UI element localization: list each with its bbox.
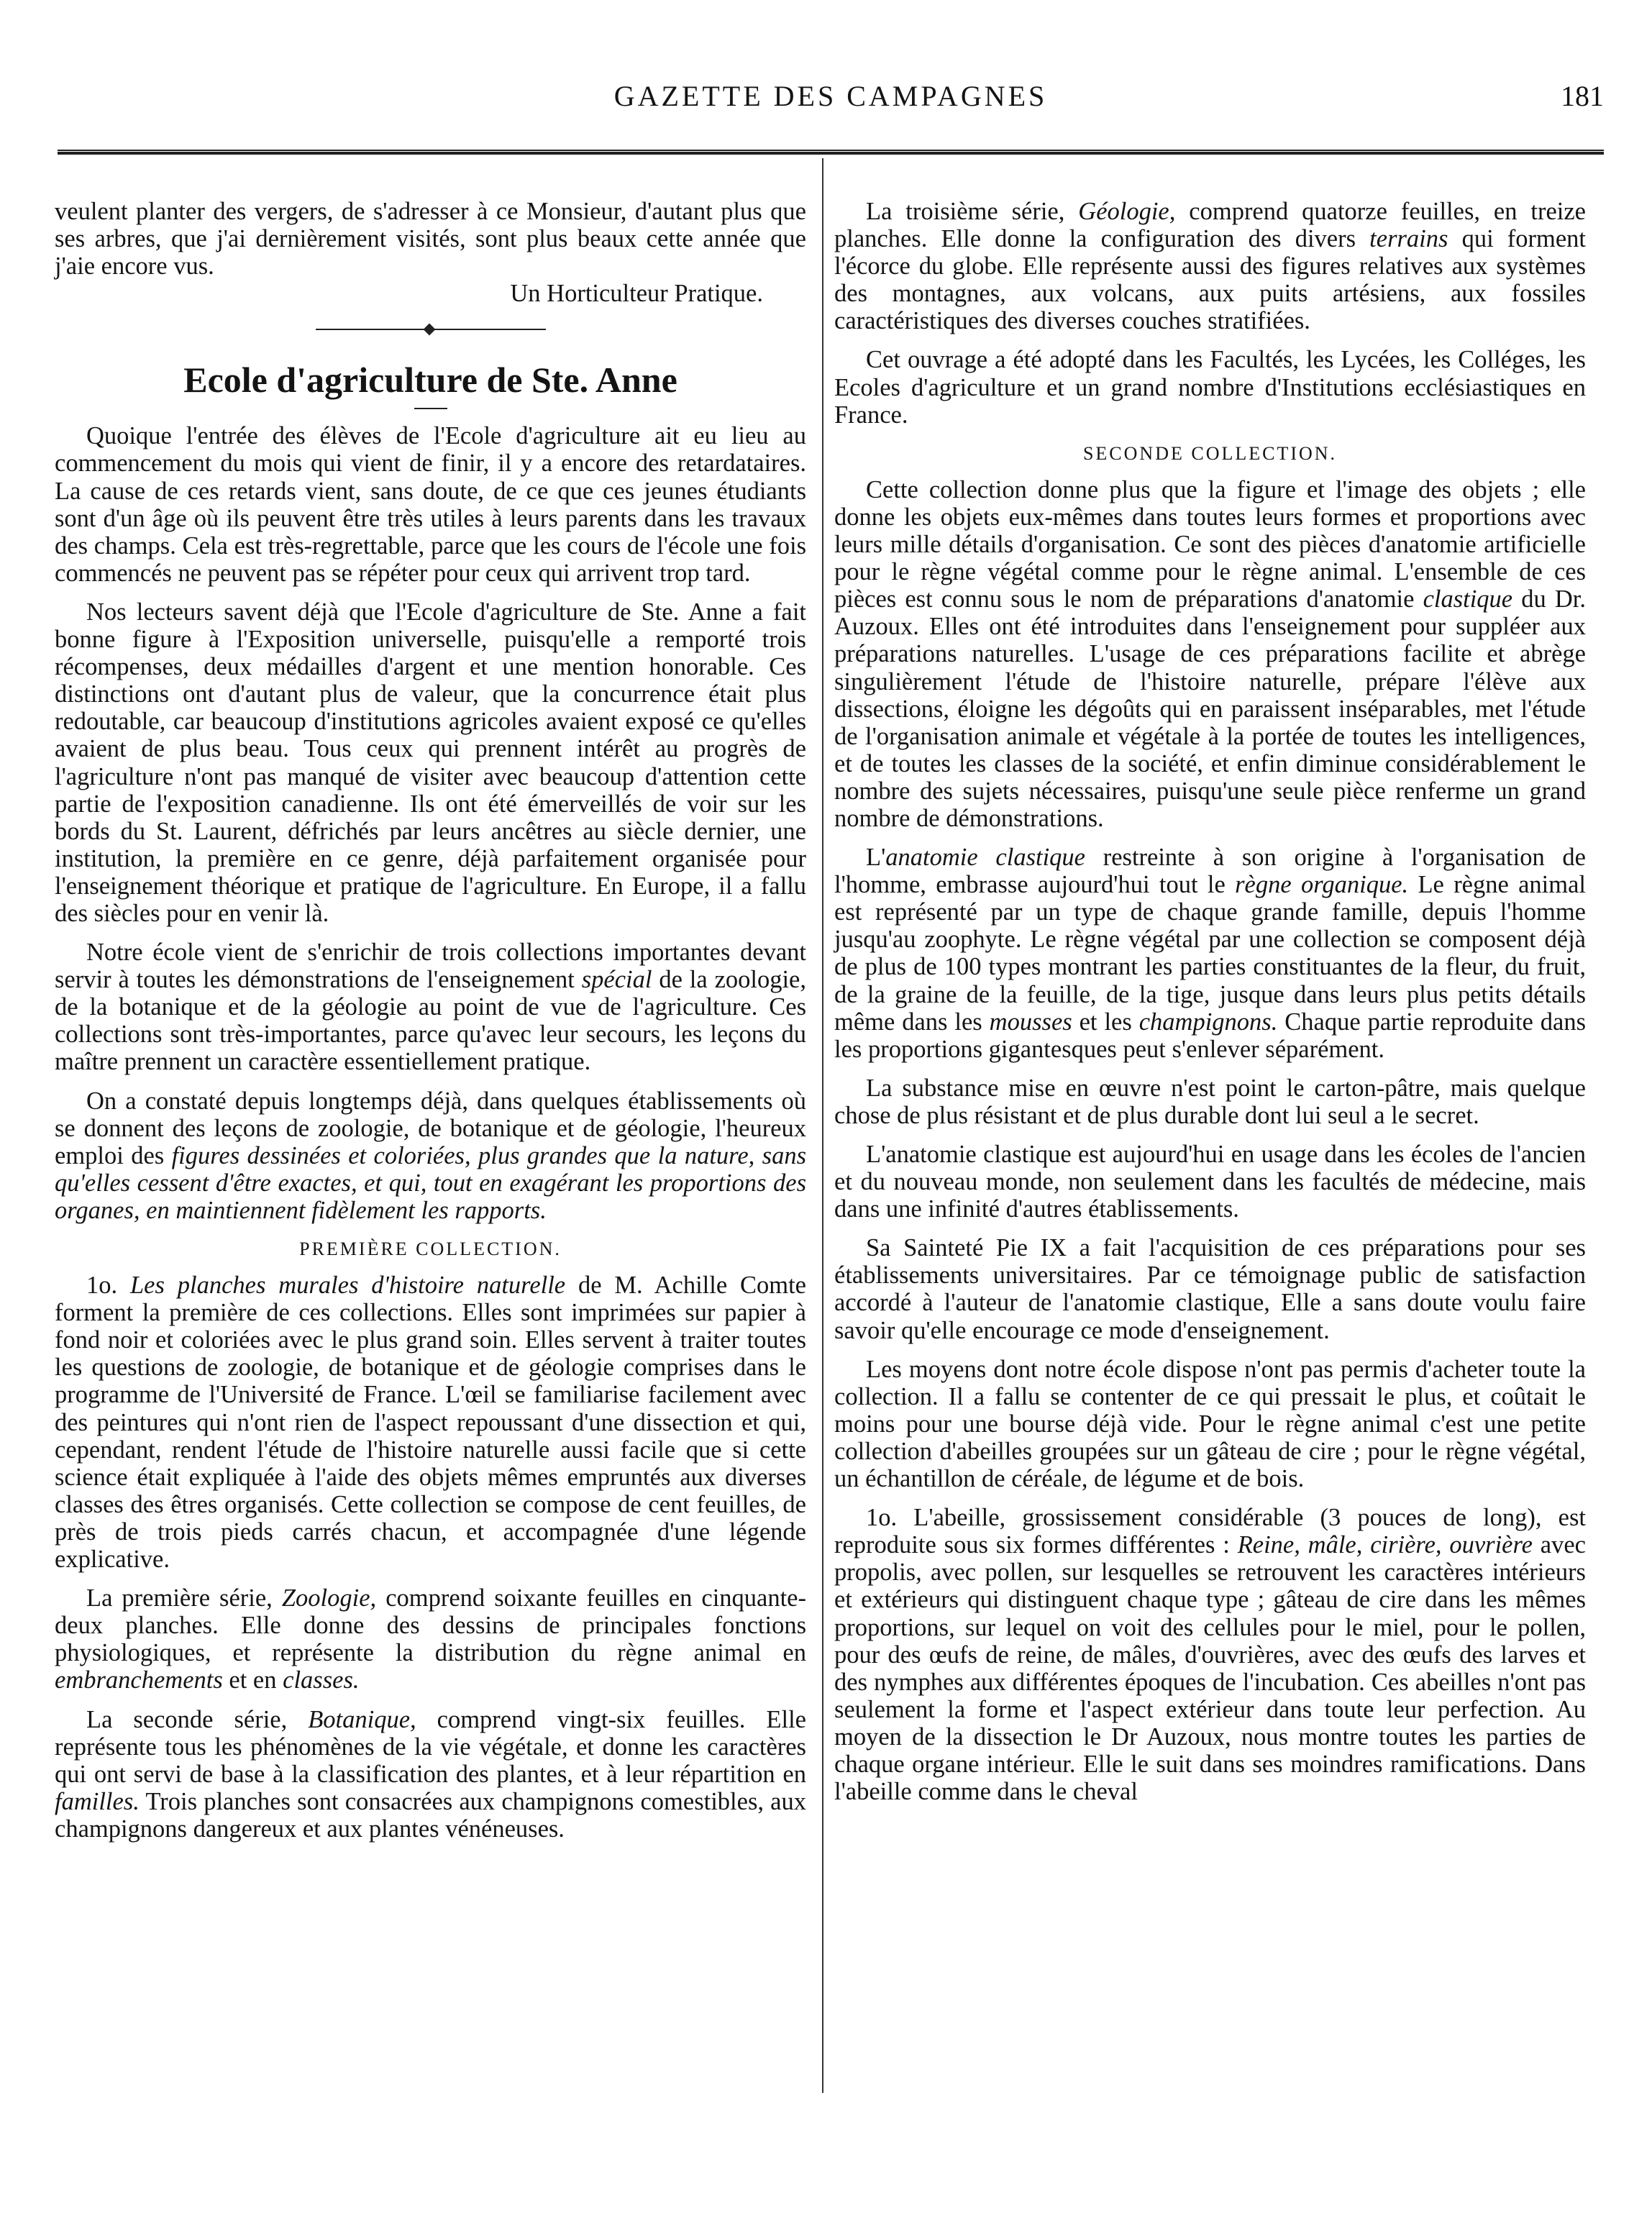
text-run: 1o. L'abeille, grossissement considérable (3 pouces de long), est reproduite sous six formes différentes : xyxy=(834,1504,1586,1559)
italic-run: champignons. xyxy=(1138,1008,1278,1036)
running-title: GAZETTE DES CAMPAGNES xyxy=(613,80,1048,112)
paragraph xyxy=(834,1504,1586,1805)
section-heading: PREMIÈRE COLLECTION. xyxy=(299,1238,562,1259)
text-run: avec propolis, avec pollen, sur lesquelles se retrouvent les caractères intérieurs et extérieurs qui distinguent chaque type ; gâteau de cire dans les mêmes proportions, sur lequel on voit des cellules pour le miel, pour le pollen, pour des œufs de reine, de mâles, d'ouvrières, avec des œufs des larves et des nymphes aux différentes époques de l'incubation. Ces abeilles n'ont pas seulement la forme et l'aspect extérieur dans toute leur perfection. Au moyen de la dissection le Dr Auzoux, nous montre toutes les parties de chaque organe intérieur. Elle le suit dans ses moindres ramifications. Dans l'abeille comme dans le cheval xyxy=(834,1531,1586,1806)
text-run: On a constaté depuis longtemps déjà, dans quelques établissements où se donnent des leçons de zoologie, de botanique et de géologie, l'heureux emploi des xyxy=(55,1087,806,1169)
text-run: restreinte à son origine à l'organisation de l'homme, embrasse aujourd'hui tout le xyxy=(834,844,1586,899)
paragraph: Quoique l'entrée des élèves de l'Ecole d'agriculture ait eu lieu au commencement du mois qui vient de finir, il y a encore des retardataires. La cause de ces retards vient, sans doute, de ce que ces jeunes étudiants sont d'un âge où ils peuvent être très utiles à leurs parents dans les travaux des champs. Cela est très-regrettable, parce que les cours de l'école une fois commencés ne peuvent pas se répéter pour ceux qui arrivent trop tard. xyxy=(55,422,806,587)
paragraph xyxy=(55,1087,806,1224)
italic-run: Les planches murales d'histoire naturelle xyxy=(129,1272,566,1300)
text-run: L' xyxy=(866,844,886,872)
text-run: Cette collection donne plus que la figure et l'image des objets ; elle donne les objets eux-mêmes dans toutes leurs formes et proportions avec leurs mille détails d'organisation. Ce sont des pièces d'anatomie artificielle pour le règne végétal comme pour le règne animal. L'ensemble de ces pièces est connu sous le nom de préparations d'anatomie xyxy=(834,475,1586,613)
column-divider xyxy=(822,158,823,2093)
article-title: Ecole d'agriculture de Ste. Anne xyxy=(183,360,677,401)
paragraph xyxy=(55,939,806,1075)
left-column xyxy=(55,198,806,1854)
header-rule xyxy=(58,150,1604,155)
text-run: de M. Achille Comte forment la première de ces collections. Elles sont imprimées sur papier à fond noir et coloriées avec le plus grand soin. Elles servent à traiter toutes les questions de zoologie, de botanique et de géologie comprises dans le programme de l'Université de France. L'œil se familiarise facilement avec des peintures qui n'ont rien de l'aspect repoussant d'une dissection et qui, cependant, rendent l'étude de l'histoire naturelle aussi facile que si cette science était expliquée à l'aide des objets mêmes empruntés aux diverses classes des êtres organisés. Cette collection se compose de cent feuilles, de près de trois pieds carrés chacun, et accompagnée d'une légende explicative. xyxy=(55,1272,806,1574)
text-run: 1o. xyxy=(86,1272,130,1300)
paragraph: Cet ouvrage a été adopté dans les Facultés, les Lycées, les Colléges, les Ecoles d'agriculture et un grand nombre d'Institutions ecclésiastiques en France. xyxy=(834,346,1586,429)
italic-run: règne organique. xyxy=(1235,871,1409,899)
text-run: du Dr. Auzoux. Elles ont été introduites dans l'enseignement pour suppléer aux préparations naturelles. L'usage de ces préparations facilite et abrège singulièrement l'étude de l'histoire naturelle, prépare l'élève aux dissections, éloigne les dégoûts qui en paraissent inséparables, met l'étude de l'organisation animale et végétale à la portée de toutes les intelligences, et de toutes les classes de la société, et enfin diminue considérablement le nombre des sujets nécessaires, puisqu'une seule pièce renferme un grand nombre de démonstrations. xyxy=(834,585,1587,832)
paragraph xyxy=(834,198,1586,334)
italic-run: Géologie, xyxy=(1078,198,1176,225)
italic-run: anatomie clastique xyxy=(885,844,1085,872)
text-run: Trois planches sont consacrées aux champignons comestibles, aux champignons dangereux et aux plantes vénéneuses. xyxy=(55,1787,806,1843)
page-number: 181 xyxy=(1561,80,1604,112)
text-run: Chaque partie reproduite dans les proportions gigantesques peut s'enlever séparément. xyxy=(834,1008,1587,1063)
paragraph xyxy=(834,476,1586,832)
paragraph: Sa Sainteté Pie IX a fait l'acquisition de ces préparations pour ses établissements universitaires. Par ce témoignage public de satisfaction accordé à l'auteur de l'anatomie clastique, Elle a sans doute voulu faire savoir qu'elle encourage ce mode d'enseignement. xyxy=(834,1234,1586,1344)
paragraph xyxy=(834,844,1586,1063)
text-run: comprend soixante feuilles en cinquante-deux planches. Elle donne des dessins de principales fonctions physiologiques, et représente la distribution du règne animal en xyxy=(55,1584,806,1667)
text-run: et les xyxy=(1072,1008,1139,1036)
paragraph: Nos lecteurs savent déjà que l'Ecole d'agriculture de Ste. Anne a fait bonne figure à l'Exposition universelle, puisqu'elle a remporté trois récompenses, deux médailles d'argent et une mention honorable. Ces distinctions ont d'autant plus de valeur, que la concurrence était plus redoutable, car beaucoup d'institutions agricoles avaient exposé ce qu'elles avaient de plus beau. Tous ceux qui prennent intérêt au progrès de l'agriculture n'ont pas manqué de visiter avec beaucoup d'attention cette partie de l'exposition canadienne. Ils ont été émerveillés de voir sur les bords du St. Laurent, défrichés par leurs ancêtres au siècle dernier, une institution, la première en ce genre, déjà parfaitement organisée pour l'enseignement théorique et pratique de l'agriculture. En Europe, il a fallu des siècles pour en venir là. xyxy=(55,598,806,927)
text-run: comprend quatorze feuilles, en treize planches. Elle donne la configuration des divers xyxy=(834,198,1586,253)
paragraph: Les moyens dont notre école dispose n'ont pas permis d'acheter toute la collection. Il a fallu se contenter de ce qui pressait le plus, et coûtait le moins pour une bourse déjà vide. Pour le règne animal c'est une petite collection d'abeilles groupées sur un gâteau de cire ; pour le règne végétal, un échantillon de céréale, de légume et de bois. xyxy=(834,1355,1586,1493)
text-run: et en xyxy=(222,1666,283,1694)
text-run: La première série, xyxy=(86,1584,282,1612)
italic-run: embranchements xyxy=(55,1666,223,1694)
page-header xyxy=(58,79,1604,137)
signature: Un Horticulteur Pratique. xyxy=(510,280,763,308)
italic-run: mousses xyxy=(989,1008,1072,1036)
paragraph xyxy=(55,1706,806,1843)
text-run: qui forment l'écorce du globe. Elle représente aussi des figures relatives aux systèmes des montagnes, aux volcans, aux puits artésiens, aux fossiles caractéristiques des diverses couches stratifiées. xyxy=(834,225,1586,335)
italic-run: Botanique, xyxy=(308,1705,416,1733)
italic-run: familles. xyxy=(55,1787,140,1815)
text-run: La seconde série, xyxy=(86,1705,309,1733)
right-column xyxy=(834,198,1586,1817)
text-run: Le règne animal est représenté par un type de chaque grande famille, depuis l'homme jusqu'au zoophyte. Le règne végétal par une collection se composent déjà de plus de 100 types montrant les parties constituantes de la fleur, du fruit, de la graine de la feuille, de la tige, jusque dans leurs plus petits détails même dans les xyxy=(834,871,1587,1036)
title-dash xyxy=(414,408,447,409)
paragraph: L'anatomie clastique est aujourd'hui en usage dans les écoles de l'ancien et du nouveau monde, non seulement dans les facultés de médecine, mais dans une infinité d'autres établissements. xyxy=(834,1141,1586,1223)
paragraph xyxy=(55,1584,806,1694)
italic-run: Zoologie, xyxy=(281,1584,377,1612)
continued-paragraph: veulent planter des vergers, de s'adresser à ce Monsieur, d'autant plus que ses arbres, que j'ai dernièrement visités, sont plus beaux cette année que j'aie encore vus. xyxy=(55,198,806,280)
italic-run: Reine, mâle, cirière, ouvrière xyxy=(1237,1531,1533,1559)
italic-run: classes. xyxy=(283,1666,360,1694)
text-run: comprend vingt-six feuilles. Elle représente tous les phénomènes de la vie végétale, et donne les caractères qui ont servi de base à la classification des plantes, et à leur répartition en xyxy=(55,1705,806,1788)
italic-run: clastique xyxy=(1423,585,1513,613)
italic-run: figures dessinées et coloriées, plus grandes que la nature, sans qu'elles cessent d'être exactes, et qui, tout en exagérant les proportions des organes, en maintiennent fidèlement les rapports. xyxy=(55,1141,807,1224)
paragraph: La substance mise en œuvre n'est point le carton-pâtre, mais quelque chose de plus résistant et de plus durable dont lui seul a le secret. xyxy=(834,1074,1586,1129)
text-run: La troisième série, xyxy=(866,198,1079,225)
paragraph xyxy=(55,1272,806,1573)
italic-run: terrains xyxy=(1369,225,1448,253)
section-heading: SECONDE COLLECTION. xyxy=(1082,442,1338,464)
text-run: de la zoologie, de la botanique et de la géologie au point de vue de l'agriculture. Ces collections sont très-importantes, parce qu'avec leur secours, les leçons du maître prennent un caractère essentiellement pratique. xyxy=(55,966,806,1076)
section-divider-ornament xyxy=(316,329,546,330)
italic-run: spécial xyxy=(581,966,652,994)
text-run: Notre école vient de s'enrichir de trois collections importantes devant servir à toutes les démonstrations de l'enseignement xyxy=(55,939,806,994)
